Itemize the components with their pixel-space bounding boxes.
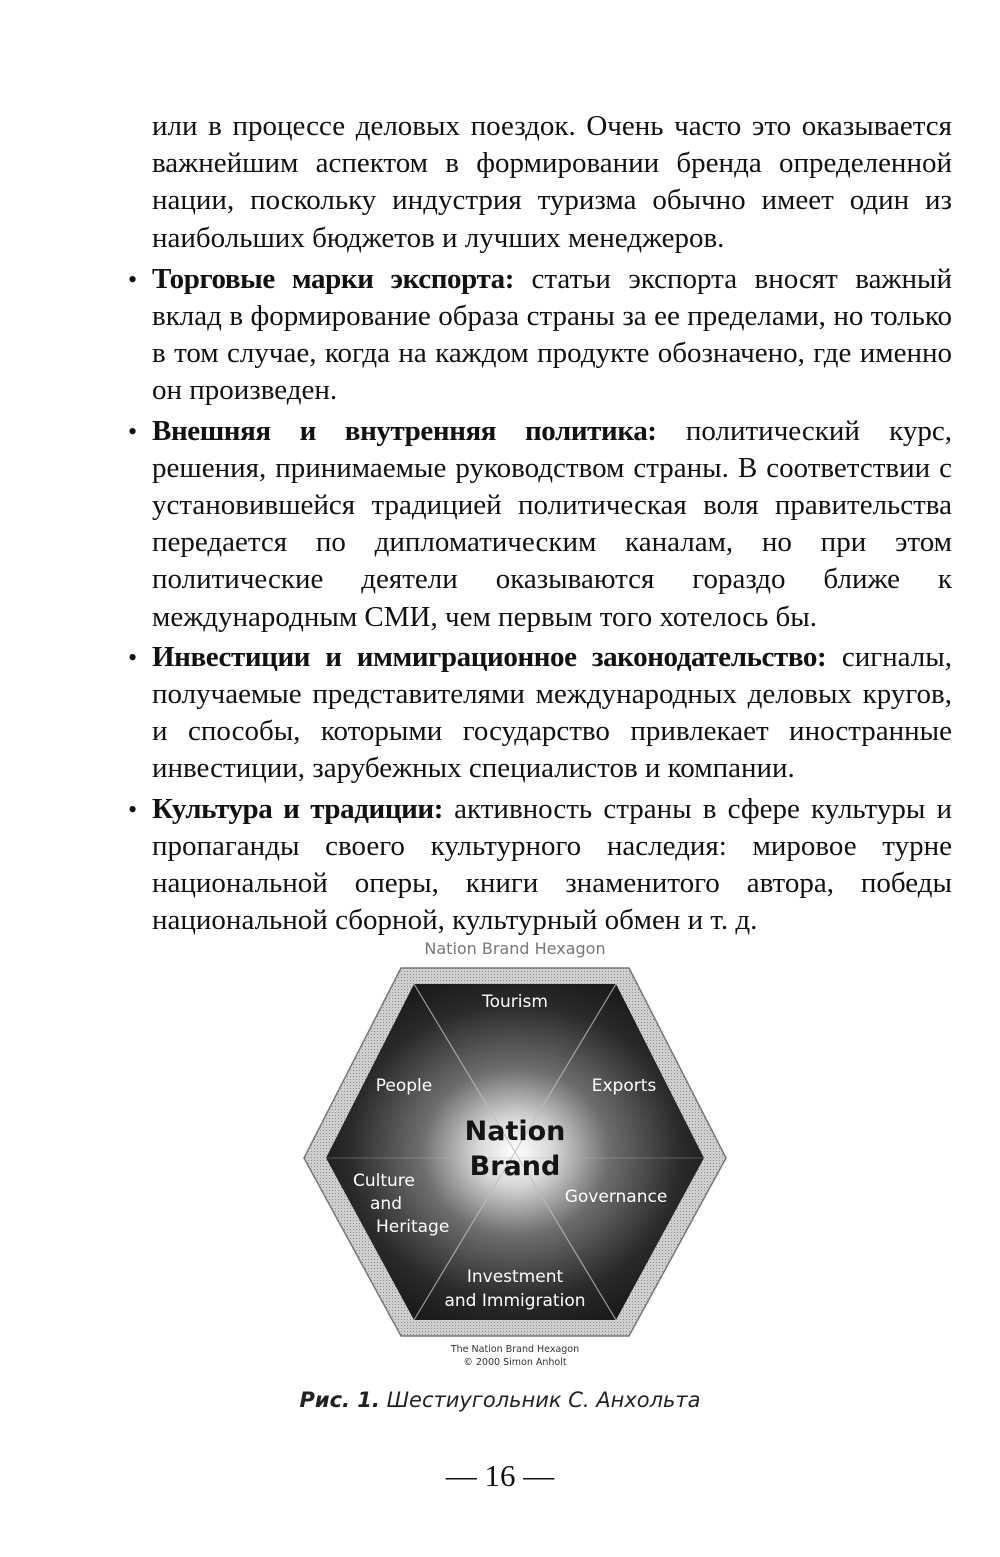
caption-label: Рис. 1. (299, 1388, 380, 1412)
bullet-term: Культура и традиции: (152, 792, 444, 825)
segment-investment-line2: and Immigration (444, 1291, 586, 1311)
segment-culture-line1: Culture (353, 1171, 415, 1191)
diagram-credit-line2: © 2000 Simon Anholt (463, 1357, 567, 1368)
bullet-term: Торговые марки экспорта: (152, 262, 515, 295)
body-text (128, 108, 952, 942)
list-item (128, 413, 952, 636)
diagram-credit-line1: The Nation Brand Hexagon (450, 1344, 580, 1355)
center-label-line1: Nation (464, 1116, 566, 1147)
segment-people: People (375, 1076, 433, 1096)
bullet-text: политический курс, решения, принимаемые руководством страны. В соответствии с установившейся традицией политическая воля правительства передается по дипломатическим каналам, но при этом политические деятели оказываются гораздо ближе к международным СМИ, чем первым того хотелось бы. (152, 414, 952, 633)
bullet-list (128, 261, 952, 940)
bullet-marker: • (128, 794, 138, 824)
segment-tourism: Tourism (482, 992, 548, 1012)
bullet-text: активность страны в сфере культуры и пропаганды своего культурного наследия: мировое турне национальной оперы, книги знаменитого автора, победы национальной сборной, культурный обмен и т. д. (152, 792, 952, 937)
bullet-marker: • (128, 416, 138, 446)
segment-culture-line2: and (370, 1194, 402, 1214)
hexagon-diagram (290, 932, 740, 1372)
list-item (128, 639, 952, 788)
nation-brand-hexagon-figure (290, 932, 740, 1372)
bullet-marker: • (128, 264, 138, 294)
caption-text: Шестиугольник С. Анхольта (379, 1388, 701, 1412)
page-number: — 16 — (445, 1458, 555, 1493)
bullet-text: сигналы, получаемые представителями международных деловых кругов, и способы, которыми государство привлекает иностранные инвестиции, зарубежных специалистов и компании. (152, 640, 952, 785)
bullet-marker: • (128, 642, 138, 672)
diagram-title: Nation Brand Hexagon (424, 939, 606, 958)
segment-governance: Governance (564, 1187, 668, 1207)
list-item (128, 261, 952, 410)
bullet-term: Инвестиции и иммиграционное законодательство: (152, 640, 827, 673)
segment-culture-line3: Heritage (376, 1217, 450, 1237)
center-label-line2: Brand (469, 1151, 561, 1182)
list-item (128, 791, 952, 940)
bullet-text: статьи экспорта вносят важный вклад в формирование образа страны за ее пределами, но только в том случае, когда на каждом продукте обозначено, где именно он произведен. (152, 262, 952, 407)
segment-exports: Exports (591, 1076, 657, 1096)
figure-caption (0, 1388, 1000, 1412)
segment-investment-line1: Investment (466, 1267, 564, 1287)
intro-paragraph: или в процессе деловых поездок. Очень часто это оказывается важнейшим аспектом в формировании бренда определенной нации, поскольку индустрия туризма обычно имеет один из наибольших бюджетов и лучших менеджеров. (152, 110, 952, 254)
bullet-term: Внешняя и внутренняя политика: (152, 414, 657, 447)
